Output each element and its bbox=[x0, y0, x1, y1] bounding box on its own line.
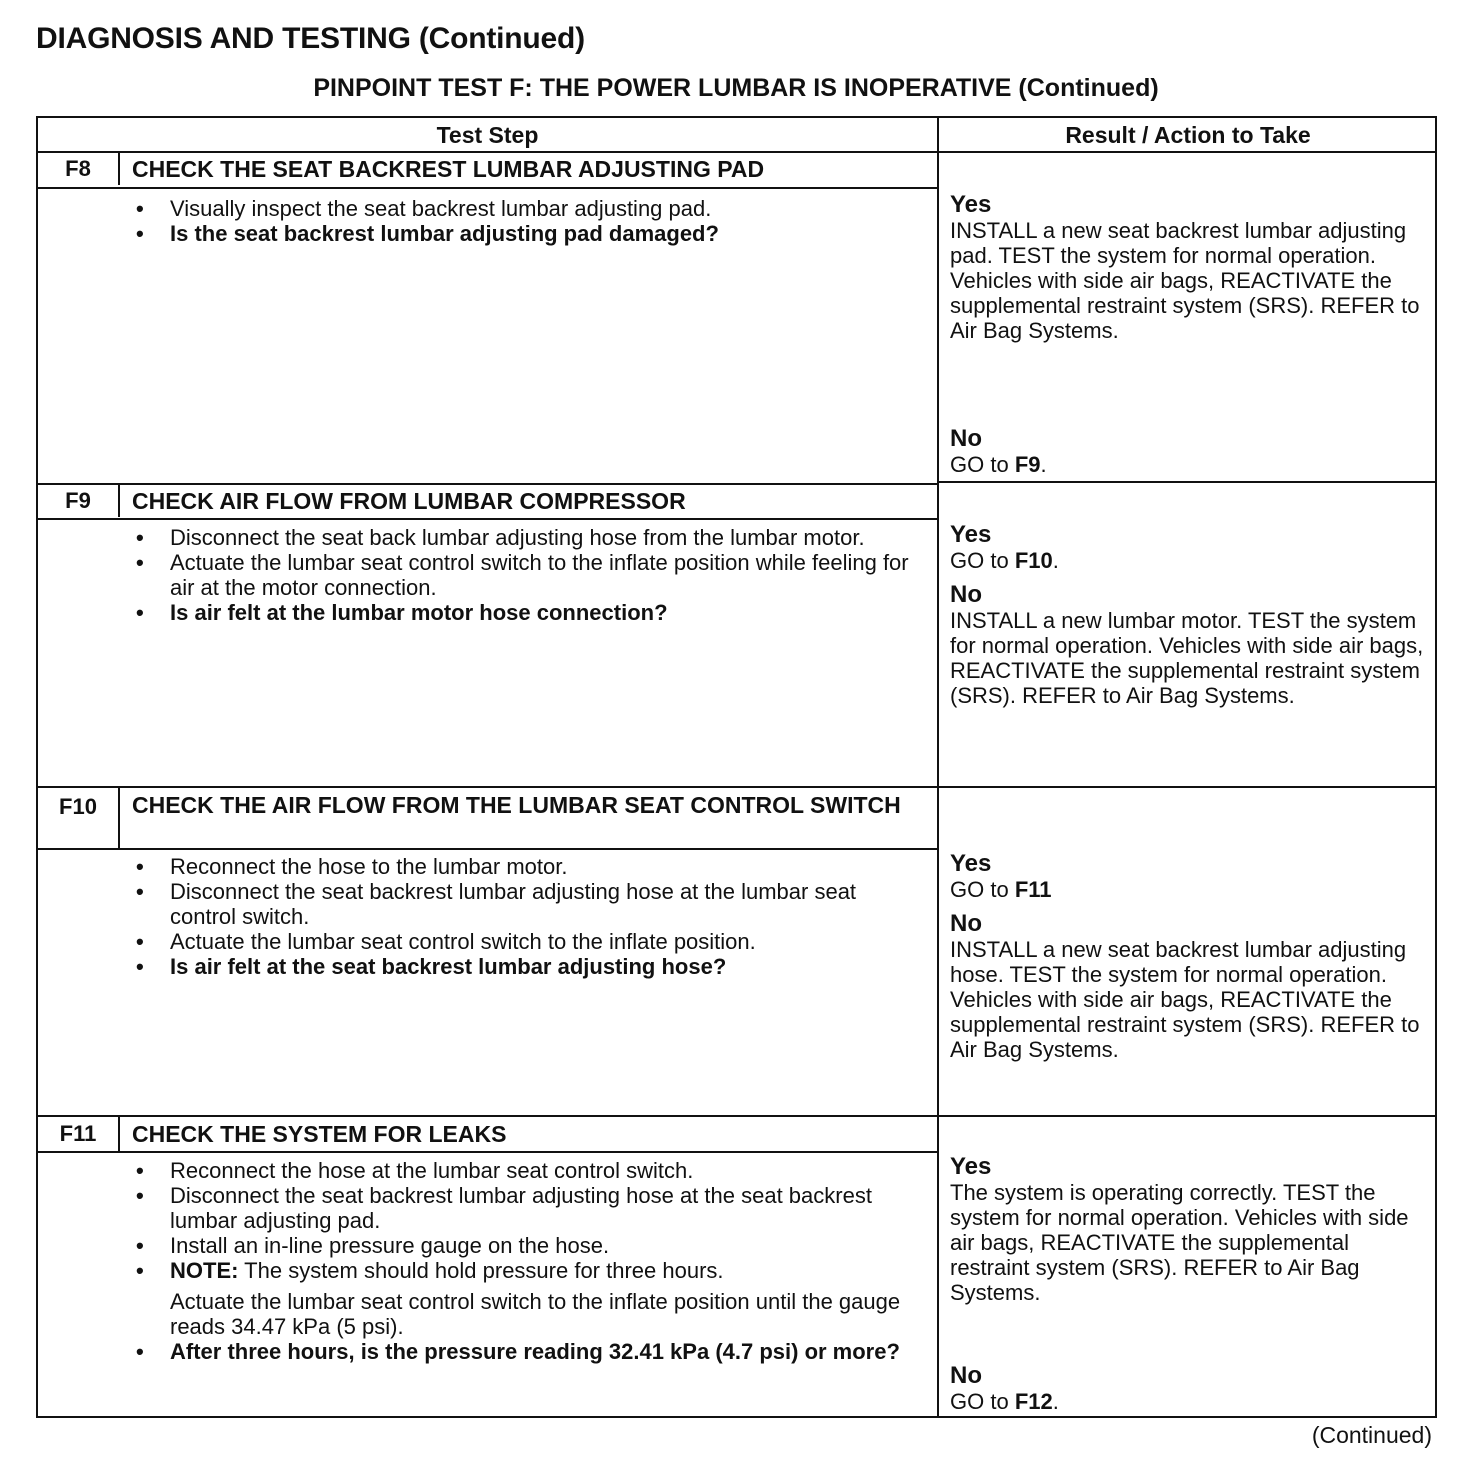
list-item: • Disconnect the seat backrest lumbar adjusting hose at the seat backrest lumbar adjusting pad. bbox=[132, 1183, 922, 1233]
step-f10-result-no bbox=[950, 911, 1430, 1062]
step-f9-bullets bbox=[132, 525, 922, 625]
step-title: CHECK THE AIR FLOW FROM THE LUMBAR SEAT CONTROL SWITCH bbox=[132, 792, 901, 818]
step-f8-bullets bbox=[132, 196, 922, 246]
step-reference: F12 bbox=[1014, 1389, 1053, 1414]
result-row-divider bbox=[939, 481, 1435, 483]
step-f8-result-no bbox=[950, 426, 1430, 477]
no-label: No bbox=[950, 1362, 982, 1389]
list-item: • Disconnect the seat back lumbar adjusting hose from the lumbar motor. bbox=[132, 525, 922, 550]
note-continuation: Actuate the lumbar seat control switch to the inflate position until the gauge reads 34.47 kPa (5 psi). bbox=[170, 1289, 901, 1339]
list-item: • Is the seat backrest lumbar adjusting pad damaged? bbox=[132, 221, 922, 246]
step-id: F11 bbox=[59, 1121, 97, 1146]
list-item: • Disconnect the seat backrest lumbar adjusting hose at the lumbar seat control switch. bbox=[132, 879, 922, 929]
no-label: No bbox=[950, 425, 982, 452]
pinpoint-test-table bbox=[36, 116, 1437, 1418]
yes-action bbox=[950, 548, 1430, 573]
no-action bbox=[950, 452, 1430, 477]
step-f9-result-no bbox=[950, 582, 1430, 708]
step-reference: F10 bbox=[1014, 548, 1053, 573]
step-title: CHECK AIR FLOW FROM LUMBAR COMPRESSOR bbox=[132, 488, 686, 514]
page-title: DIAGNOSIS AND TESTING (Continued) bbox=[36, 22, 585, 55]
id-separator bbox=[118, 153, 120, 185]
yes-action: The system is operating correctly. TEST the system for normal operation. Vehicles with side air bags, REACTIVATE the supplemental restraint system (SRS). REFER to Air Bag Systems. bbox=[950, 1180, 1409, 1305]
step-f8-header bbox=[38, 153, 937, 185]
yes-label: Yes bbox=[950, 521, 992, 548]
no-action: INSTALL a new seat backrest lumbar adjusting hose. TEST the system for normal operation. Vehicles with side air bags, REACTIVATE the supplemental restraint system (SRS). REFER to Air Bag Systems. bbox=[950, 937, 1420, 1062]
note-item bbox=[132, 1258, 922, 1283]
yes-label: Yes bbox=[950, 1153, 992, 1180]
no-prefix: GO to bbox=[950, 452, 1009, 477]
step-f11-header bbox=[38, 1117, 937, 1151]
list-item: • Visually inspect the seat backrest lumbar adjusting pad. bbox=[132, 196, 922, 221]
step-title-divider bbox=[38, 1151, 937, 1153]
list-item: • Actuate the lumbar seat control switch to the inflate position while feeling for air at the motor connection. bbox=[132, 550, 922, 600]
step-f9-header bbox=[38, 485, 937, 517]
id-separator bbox=[118, 788, 120, 848]
step-f8-result-yes bbox=[950, 192, 1430, 343]
yes-prefix: GO to bbox=[950, 877, 1009, 902]
id-separator bbox=[118, 485, 120, 517]
step-f11-result-no bbox=[950, 1363, 1430, 1414]
yes-prefix: GO to bbox=[950, 548, 1009, 573]
yes-action bbox=[950, 877, 1430, 902]
continued-footer: (Continued) bbox=[1311, 1422, 1432, 1448]
step-id: F10 bbox=[59, 794, 97, 819]
step-id: F9 bbox=[65, 488, 91, 513]
no-label: No bbox=[950, 910, 982, 937]
note-label: NOTE: bbox=[170, 1258, 239, 1283]
step-title-divider bbox=[38, 518, 937, 520]
no-label: No bbox=[950, 581, 982, 608]
header-test-step: Test Step bbox=[436, 122, 539, 148]
no-prefix: GO to bbox=[950, 1389, 1009, 1414]
step-title: CHECK THE SEAT BACKREST LUMBAR ADJUSTING PAD bbox=[132, 156, 765, 182]
list-item: • After three hours, is the pressure reading 32.41 kPa (4.7 psi) or more? bbox=[132, 1339, 922, 1364]
no-suffix: . bbox=[1052, 1389, 1059, 1414]
yes-action: INSTALL a new seat backrest lumbar adjusting pad. TEST the system for normal operation. Vehicles with side air bags, REACTIVATE the supplemental restraint system (SRS). REFER to Air Bag Systems. bbox=[950, 218, 1420, 343]
header-result: Result / Action to Take bbox=[1065, 122, 1311, 148]
list-item: • Reconnect the hose at the lumbar seat control switch. bbox=[132, 1158, 922, 1183]
step-reference: F9 bbox=[1014, 452, 1041, 477]
step-f10-bullets bbox=[132, 854, 922, 979]
step-title-divider bbox=[38, 187, 937, 189]
yes-label: Yes bbox=[950, 850, 992, 877]
pinpoint-test-title: PINPOINT TEST F: THE POWER LUMBAR IS INOPERATIVE (Continued) bbox=[313, 74, 1159, 102]
step-f10-header bbox=[38, 788, 937, 848]
step-f11-result-yes bbox=[950, 1154, 1430, 1305]
list-item: • Is air felt at the seat backrest lumbar adjusting hose? bbox=[132, 954, 922, 979]
yes-suffix: . bbox=[1052, 548, 1059, 573]
list-item: • Is air felt at the lumbar motor hose connection? bbox=[132, 600, 922, 625]
step-f10-result-yes bbox=[950, 851, 1430, 902]
no-action bbox=[950, 1389, 1430, 1414]
step-f11-bullets bbox=[132, 1158, 922, 1364]
yes-label: Yes bbox=[950, 191, 992, 218]
column-divider bbox=[937, 118, 939, 1416]
no-action: INSTALL a new lumbar motor. TEST the system for normal operation. Vehicles with side air bags, REACTIVATE the supplemental restraint system (SRS). REFER to Air Bag Systems. bbox=[950, 608, 1424, 708]
step-reference: F11 bbox=[1014, 877, 1052, 902]
no-suffix: . bbox=[1040, 452, 1047, 477]
step-title-divider bbox=[38, 848, 937, 850]
step-f9-result-yes bbox=[950, 522, 1430, 573]
list-item: • Reconnect the hose to the lumbar motor. bbox=[132, 854, 922, 879]
step-title: CHECK THE SYSTEM FOR LEAKS bbox=[132, 1121, 507, 1147]
list-item: • Install an in-line pressure gauge on the hose. bbox=[132, 1233, 922, 1258]
id-separator bbox=[118, 1117, 120, 1151]
note-text: The system should hold pressure for three hours. bbox=[244, 1258, 724, 1283]
list-item: • Actuate the lumbar seat control switch to the inflate position. bbox=[132, 929, 922, 954]
step-id: F8 bbox=[65, 156, 91, 181]
